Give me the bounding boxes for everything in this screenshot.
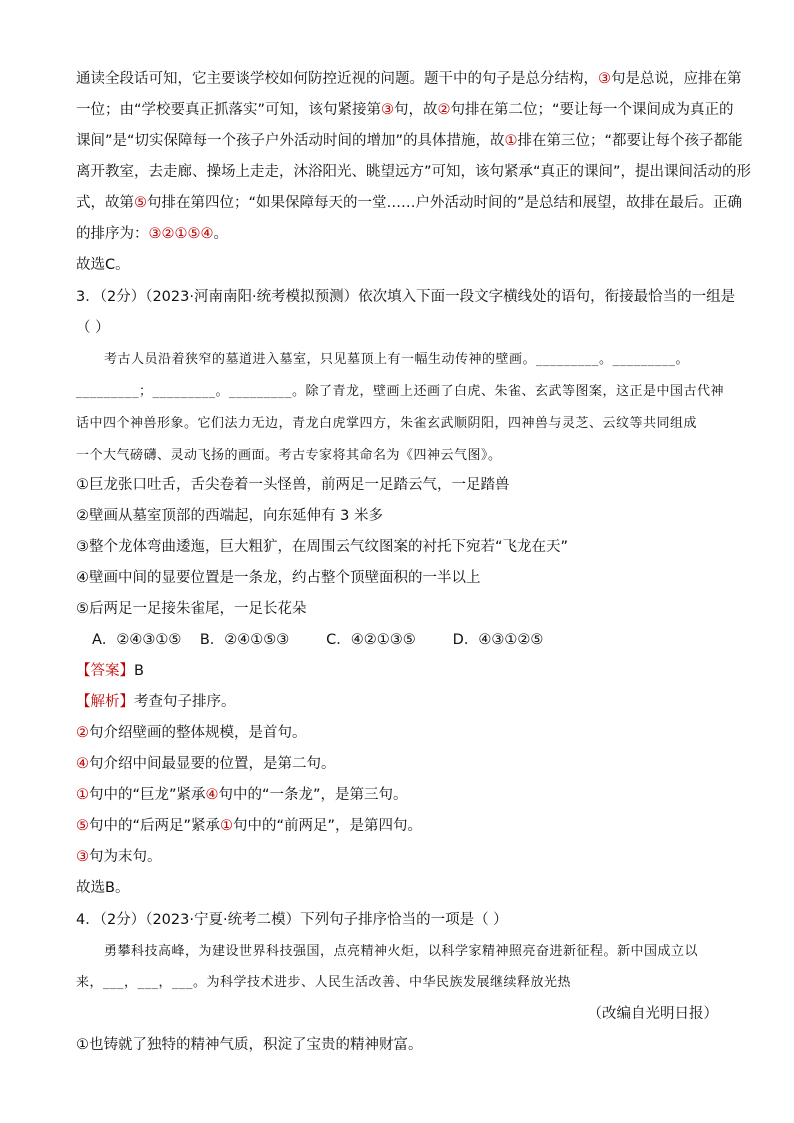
analysis-intro: 考查句子排序。 — [134, 694, 236, 710]
sentence-number: ③②①⑤④ — [148, 226, 214, 242]
sentence-number: ① — [504, 133, 518, 149]
text-segment: 。 — [213, 226, 228, 242]
q3-option-2: ②壁画从墓室顶部的西端起，向东延伸有 3 米多 — [76, 508, 383, 524]
text-line — [76, 131, 743, 151]
answer-value: B — [134, 663, 144, 679]
sentence-number: ③ — [76, 849, 89, 865]
text-segment: 句排在第二位；“要让每一个课间成为真正的 — [450, 102, 734, 118]
text-segment: 句排在第四位；“如果保障每天的一堂……户外活动时间的”是总结和展望，故排在最后。正确 — [147, 195, 743, 211]
text-line — [76, 224, 718, 244]
text-segment: 课间”是“切实保障每一个孩子户外活动时间的增加”的具体措施，故 — [76, 133, 505, 149]
sentence-number: ⑤ — [134, 195, 147, 211]
text-segment: 排在第三位；“都要让每个孩子都能 — [517, 133, 743, 149]
text-segment: 句中的“前两足”，是第四句。 — [233, 818, 423, 834]
sentence-number: ③ — [598, 71, 611, 87]
text-line — [76, 816, 718, 836]
text-segment: 的排序为： — [76, 226, 149, 242]
sentence-number: ④ — [76, 756, 89, 772]
q3-analysis — [76, 692, 718, 712]
answer-tag: 【答案】 — [76, 663, 134, 679]
text-line — [76, 193, 743, 213]
text-segment: 式，故第 — [76, 195, 134, 211]
analysis-tag: 【解析】 — [76, 694, 134, 710]
text-line — [76, 754, 718, 774]
question-4-stem: 4．（2分）（2023·宁夏·统考二模）下列句子排序恰当的一项是（ ） — [76, 912, 508, 928]
text-segment: 句为末句。 — [89, 849, 162, 865]
question-3-stem: 3．（2分）（2023·河南南阳·统考模拟预测）依次填入下面一段文字横线处的语句，衔接最恰当的一组是 — [76, 289, 736, 305]
text-segment: 句，故 — [394, 102, 438, 118]
text-line — [76, 785, 718, 805]
text-segment: 离开教室，去走廊、操场上走走，沐浴阳光、眺望远方”可知，该句紧承“真正的课间”，提出课间活动的形 — [76, 164, 752, 180]
question-3-paren: （ ） — [76, 320, 110, 336]
text-segment: 句介绍壁画的整体规模，是首句。 — [89, 725, 307, 741]
sentence-number: ① — [220, 818, 234, 834]
q3-option-1: ①巨龙张口吐舌，舌尖卷着一头怪兽，前两足一足踏云气，一足踏兽 — [76, 477, 510, 493]
q3-conclusion: 故选B。 — [76, 880, 130, 896]
sentence-number: ② — [437, 102, 451, 118]
text-line — [76, 255, 718, 275]
q3-passage-line: 考古人员沿着狭窄的墓道进入墓室，只见墓顶上有一幅生动传神的壁画。_________。_________。 — [104, 352, 690, 367]
text-segment: 一位；由“学校要真正抓落实”可知，该句紧接第 — [76, 102, 382, 118]
text-segment: 句中的“后两足”紧承 — [89, 818, 221, 834]
text-segment: 故选C。 — [76, 257, 130, 273]
text-line — [76, 100, 734, 120]
q4-passage-line: 勇攀科技高峰，为建设世界科技强国，点亮精神火炬，以科学家精神照亮奋进新征程。新中国成立以 — [104, 944, 699, 959]
text-segment: 句中的“一条龙”，是第三句。 — [218, 787, 408, 803]
text-line — [76, 69, 742, 89]
sentence-number: ⑤ — [76, 818, 89, 834]
q4-source: （改编自光明日报） — [587, 1006, 718, 1022]
q3-choices: A．②④③①⑤ B．②④①⑤③ C．④②①③⑤ D．④③①②⑤ — [92, 632, 544, 648]
q3-passage-line: _________；_________。_________。除了青龙，壁画上还画了白虎、朱雀、玄武等图案，这正是中国古代神 — [76, 384, 725, 399]
q3-option-3: ③整个龙体弯曲逶迤，巨大粗犷，在周围云气纹图案的衬托下宛若“飞龙在天” — [76, 539, 569, 555]
q3-answer — [76, 661, 718, 681]
q4-passage-line: 来，___，___，___。为科学技术进步、人民生活改善、中华民族发展继续释放光热 — [76, 975, 572, 990]
sentence-number: ② — [76, 725, 89, 741]
sentence-number: ④ — [205, 787, 219, 803]
q3-option-5: ⑤后两足一足接朱雀尾，一足长花朵 — [76, 601, 307, 617]
text-segment: 句是总说，应排在第 — [611, 71, 742, 87]
q3-passage-line: 话中四个神兽形象。它们法力无边，青龙白虎掌四方，朱雀玄武顺阴阳，四神兽与灵芝、云纹等共同组成 — [76, 416, 698, 431]
q3-passage-line: 一个大气磅礴、灵动飞扬的画面。考古专家将其命名为《四神云气图》。 — [76, 448, 502, 463]
q3-option-4: ④壁画中间的显要位置是一条龙，约占整个顶壁面积的一半以上 — [76, 570, 481, 586]
sentence-number: ③ — [381, 102, 395, 118]
text-segment: 句介绍中间最显要的位置，是第二句。 — [89, 756, 336, 772]
text-segment: 句中的“巨龙”紧承 — [89, 787, 206, 803]
text-line — [76, 162, 752, 182]
text-line — [76, 847, 718, 867]
q4-option-1: ①也铸就了独特的精神气质，积淀了宝贵的精神财富。 — [76, 1037, 423, 1053]
text-line — [76, 723, 718, 743]
sentence-number: ① — [76, 787, 89, 803]
text-segment: 通读全段话可知，它主要谈学校如何防控近视的问题。题干中的句子是总分结构， — [76, 71, 598, 87]
